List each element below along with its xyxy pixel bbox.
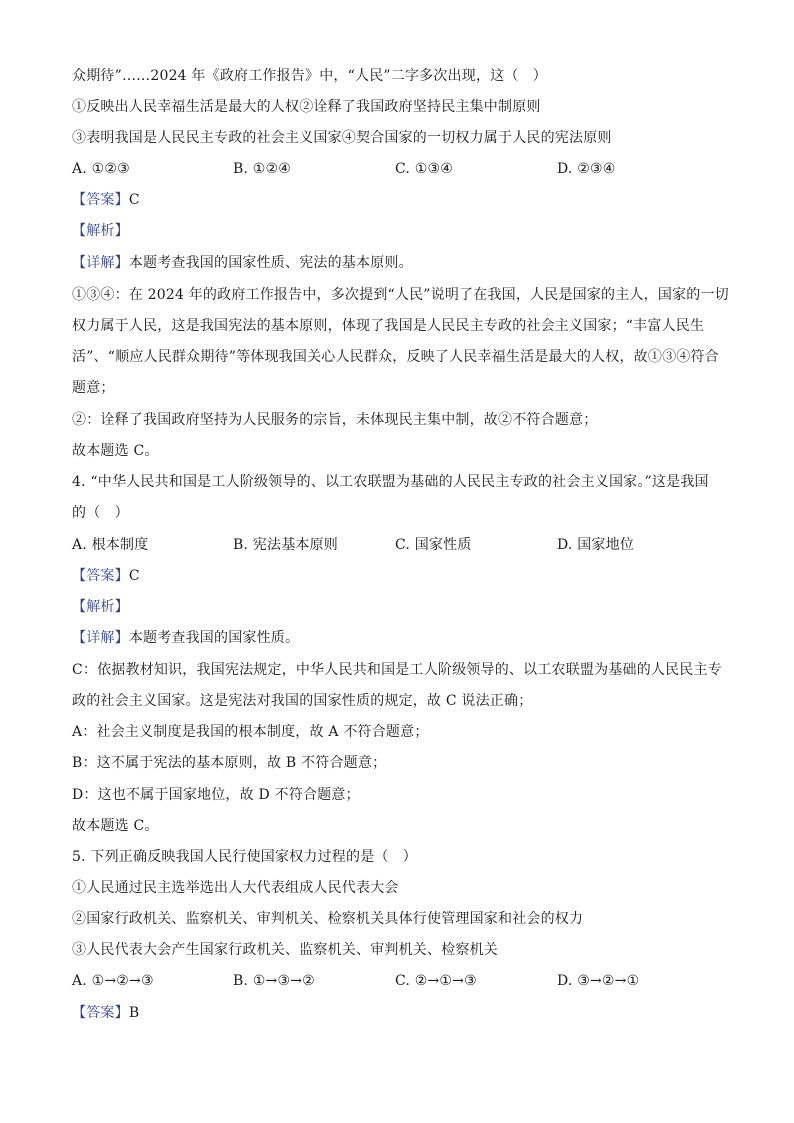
analysis-tag: 【解析】 bbox=[72, 223, 129, 239]
q4-analysis-heading bbox=[72, 597, 734, 617]
answer-tag: 【答案】 bbox=[72, 568, 129, 584]
q4-stem-line1: 4. “中华人民共和国是工人阶级领导的、以工农联盟为基础的人民民主专政的社会主义国家。”这是我国 bbox=[72, 474, 709, 490]
detail-tag: 【详解】 bbox=[72, 630, 129, 646]
q4-conclusion: 故本题选 C。 bbox=[72, 818, 159, 834]
q5-statement-3: ③人民代表大会产生国家行政机关、监察机关、审判机关、检察机关 bbox=[72, 942, 498, 958]
answer-value: C bbox=[128, 192, 140, 208]
q3-answer bbox=[72, 190, 734, 210]
q3-option-d: D. ②③④ bbox=[557, 161, 616, 177]
detail-tag: 【详解】 bbox=[72, 255, 129, 271]
q4-option-c: C. 国家性质 bbox=[395, 537, 472, 553]
answer-value: B bbox=[128, 1005, 140, 1021]
q5-statement-1: ①人民通过民主选举选出人大代表组成人民代表大会 bbox=[72, 880, 399, 896]
q3-stem: 众期待”……2024 年《政府工作报告》中，“人民”二字多次出现，这（ ） bbox=[72, 68, 547, 84]
answer-tag: 【答案】 bbox=[72, 1005, 129, 1021]
q3-explanation-line: 权力属于人民，这是我国宪法的基本原则，体现了我国是人民民主专政的社会主义国家；“丰富人民生 bbox=[72, 318, 705, 334]
answer-value: C bbox=[128, 568, 140, 584]
q4-explanation-line: 政的社会主义国家。这是宪法对我国的国家性质的规定，故 C 说法正确； bbox=[72, 693, 533, 709]
q4-answer bbox=[72, 566, 734, 586]
q5-option-c: C. ②→①→③ bbox=[395, 973, 477, 989]
q3-detail bbox=[72, 253, 734, 273]
q5-option-a: A. ①→②→③ bbox=[72, 973, 154, 989]
q3-analysis-heading bbox=[72, 221, 734, 241]
detail-intro: 本题考查我国的国家性质、宪法的基本原则。 bbox=[128, 255, 413, 271]
q4-explanation-line: D：这也不属于国家地位，故 D 不符合题意； bbox=[72, 787, 360, 803]
analysis-tag: 【解析】 bbox=[72, 599, 129, 615]
detail-intro: 本题考查我国的国家性质。 bbox=[128, 630, 300, 646]
q3-explanation-line: ①③④：在 2024 年的政府工作报告中，多次提到“人民”说明了在我国，人民是国家的主人，国家的一切 bbox=[72, 287, 729, 303]
q3-explanation-line: 题意； bbox=[72, 380, 115, 396]
q4-detail bbox=[72, 628, 734, 648]
q4-option-b: B. 宪法基本原则 bbox=[233, 537, 338, 553]
q4-explanation-line: A：社会主义制度是我国的根本制度，故 A 不符合题意； bbox=[72, 724, 429, 740]
q5-option-d: D. ③→②→① bbox=[557, 973, 640, 989]
q3-conclusion: 故本题选 C。 bbox=[72, 443, 159, 459]
q3-option-b: B. ①②④ bbox=[233, 161, 292, 177]
q4-option-a: A. 根本制度 bbox=[72, 537, 149, 553]
q5-answer bbox=[72, 1003, 734, 1023]
q4-explanation-line: C：依据教材知识，我国宪法规定，中华人民共和国是工人阶级领导的、以工农联盟为基础的人民民主专 bbox=[72, 662, 722, 678]
q3-explanation-line: 活”、“顺应人民群众期待”等体现我国关心人民群众，反映了人民幸福生活是最大的人权，故①③④符合 bbox=[72, 349, 719, 365]
q5-stem: 5. 下列正确反映我国人民行使国家权力过程的是（ ） bbox=[72, 849, 418, 865]
answer-tag: 【答案】 bbox=[72, 192, 129, 208]
q3-explanation-line: ②：诠释了我国政府坚持为人民服务的宗旨，未体现民主集中制，故②不符合题意； bbox=[72, 412, 598, 428]
q3-statement-1: ①反映出人民幸福生活是最大的人权②诠释了我国政府坚持民主集中制原则 bbox=[72, 99, 541, 115]
q3-option-a: A. ①②③ bbox=[72, 161, 130, 177]
q5-option-b: B. ①→③→② bbox=[233, 973, 315, 989]
q3-option-c: C. ①③④ bbox=[395, 161, 453, 177]
q4-explanation-line: B：这不属于宪法的基本原则，故 B 不符合题意； bbox=[72, 755, 387, 771]
q3-statement-2: ③表明我国是人民民主专政的社会主义国家④契合国家的一切权力属于人民的宪法原则 bbox=[72, 130, 612, 146]
q5-statement-2: ②国家行政机关、监察机关、审判机关、检察机关具体行使管理国家和社会的权力 bbox=[72, 911, 584, 927]
q4-stem-line2: 的（ ） bbox=[72, 505, 129, 521]
q4-option-d: D. 国家地位 bbox=[557, 537, 635, 553]
